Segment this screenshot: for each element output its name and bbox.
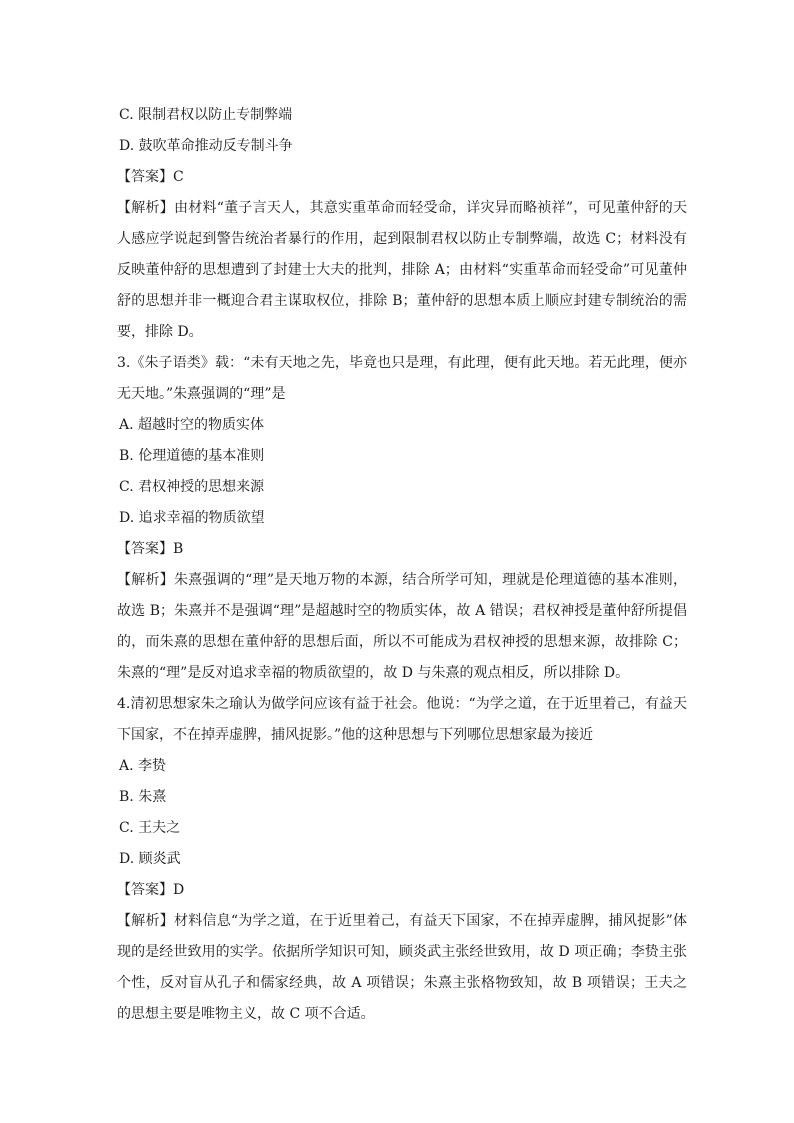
q2-option-d: D. 鼓吹革命推动反专制斗争 [119,138,293,154]
q3-stem: 3.《朱子语类》载：“未有天地之先，毕竟也只是理，有此理，便有此天地。若无此理，便亦无天地。”朱熹强调的“理”是 [117,355,687,402]
q4-stem: 4.清初思想家朱之瑜认为做学问应该有益于社会。他说：“为学之道，在于近里着己，有益天下国家，不在掉弄虚脾，捕风捉影。”他的这种思想与下列哪位思想家最为接近 [117,696,687,743]
q3-option-b: B. 伦理道德的基本准则 [119,448,265,464]
q2-option-c: C. 限制君权以防止专制弊端 [119,107,293,123]
q4-answer: 【答案】D [117,882,185,898]
q2-answer: 【答案】C [117,169,184,185]
q4-option-a: A. 李贽 [119,758,167,774]
q4-option-d: D. 顾炎武 [119,851,181,867]
q4-option-b: B. 朱熹 [119,789,167,805]
q3-option-a: A. 超越时空的物质实体 [119,417,265,433]
q4-analysis: 【解析】材料信息“为学之道，在于近里着己，有益天下国家，不在掉弄虚脾，捕风捉影”体现的是经世致用的实学。依据所学知识可知，顾炎武主张经世致用，故 D 项正确；李贽主张个性，反对盲从孔子和儒家经典，故 A 项错误；朱熹主张格物致知，故 B 项错误；王夫之的思想主要是唯物主义，故 C 项不合适。 [117,913,687,1022]
q3-answer: 【答案】B [117,541,184,557]
q4-option-c: C. 王夫之 [119,820,181,836]
q3-option-c: C. 君权神授的思想来源 [119,479,265,495]
q3-option-d: D. 追求幸福的物质欲望 [119,510,265,526]
document-page [117,100,687,1030]
q3-analysis: 【解析】朱熹强调的“理”是天地万物的本源，结合所学可知，理就是伦理道德的基本准则，故选 B；朱熹并不是强调“理”是超越时空的物质实体，故 A 错误；君权神授是董仲舒所提倡的，而朱熹的思想在董仲舒的思想后面，所以不可能成为君权神授的思想来源，故排除 C；朱熹的“理”是反对追求幸福的物质欲望的，故 D 与朱熹的观点相反，所以排除 D。 [117,572,687,681]
q2-analysis: 【解析】由材料“董子言天人，其意实重革命而轻受命，详灾异而略祯祥”，可见董仲舒的天人感应学说起到警告统治者暴行的作用，起到限制君权以防止专制弊端，故选 C；材料没有反映董仲舒的思想遭到了封建士大夫的批判，排除 A；由材料“实重革命而轻受命”可见董仲舒的思想并非一概迎合君主谋取权位，排除 B；董仲舒的思想本质上顺应封建专制统治的需要，排除 D。 [117,200,687,340]
